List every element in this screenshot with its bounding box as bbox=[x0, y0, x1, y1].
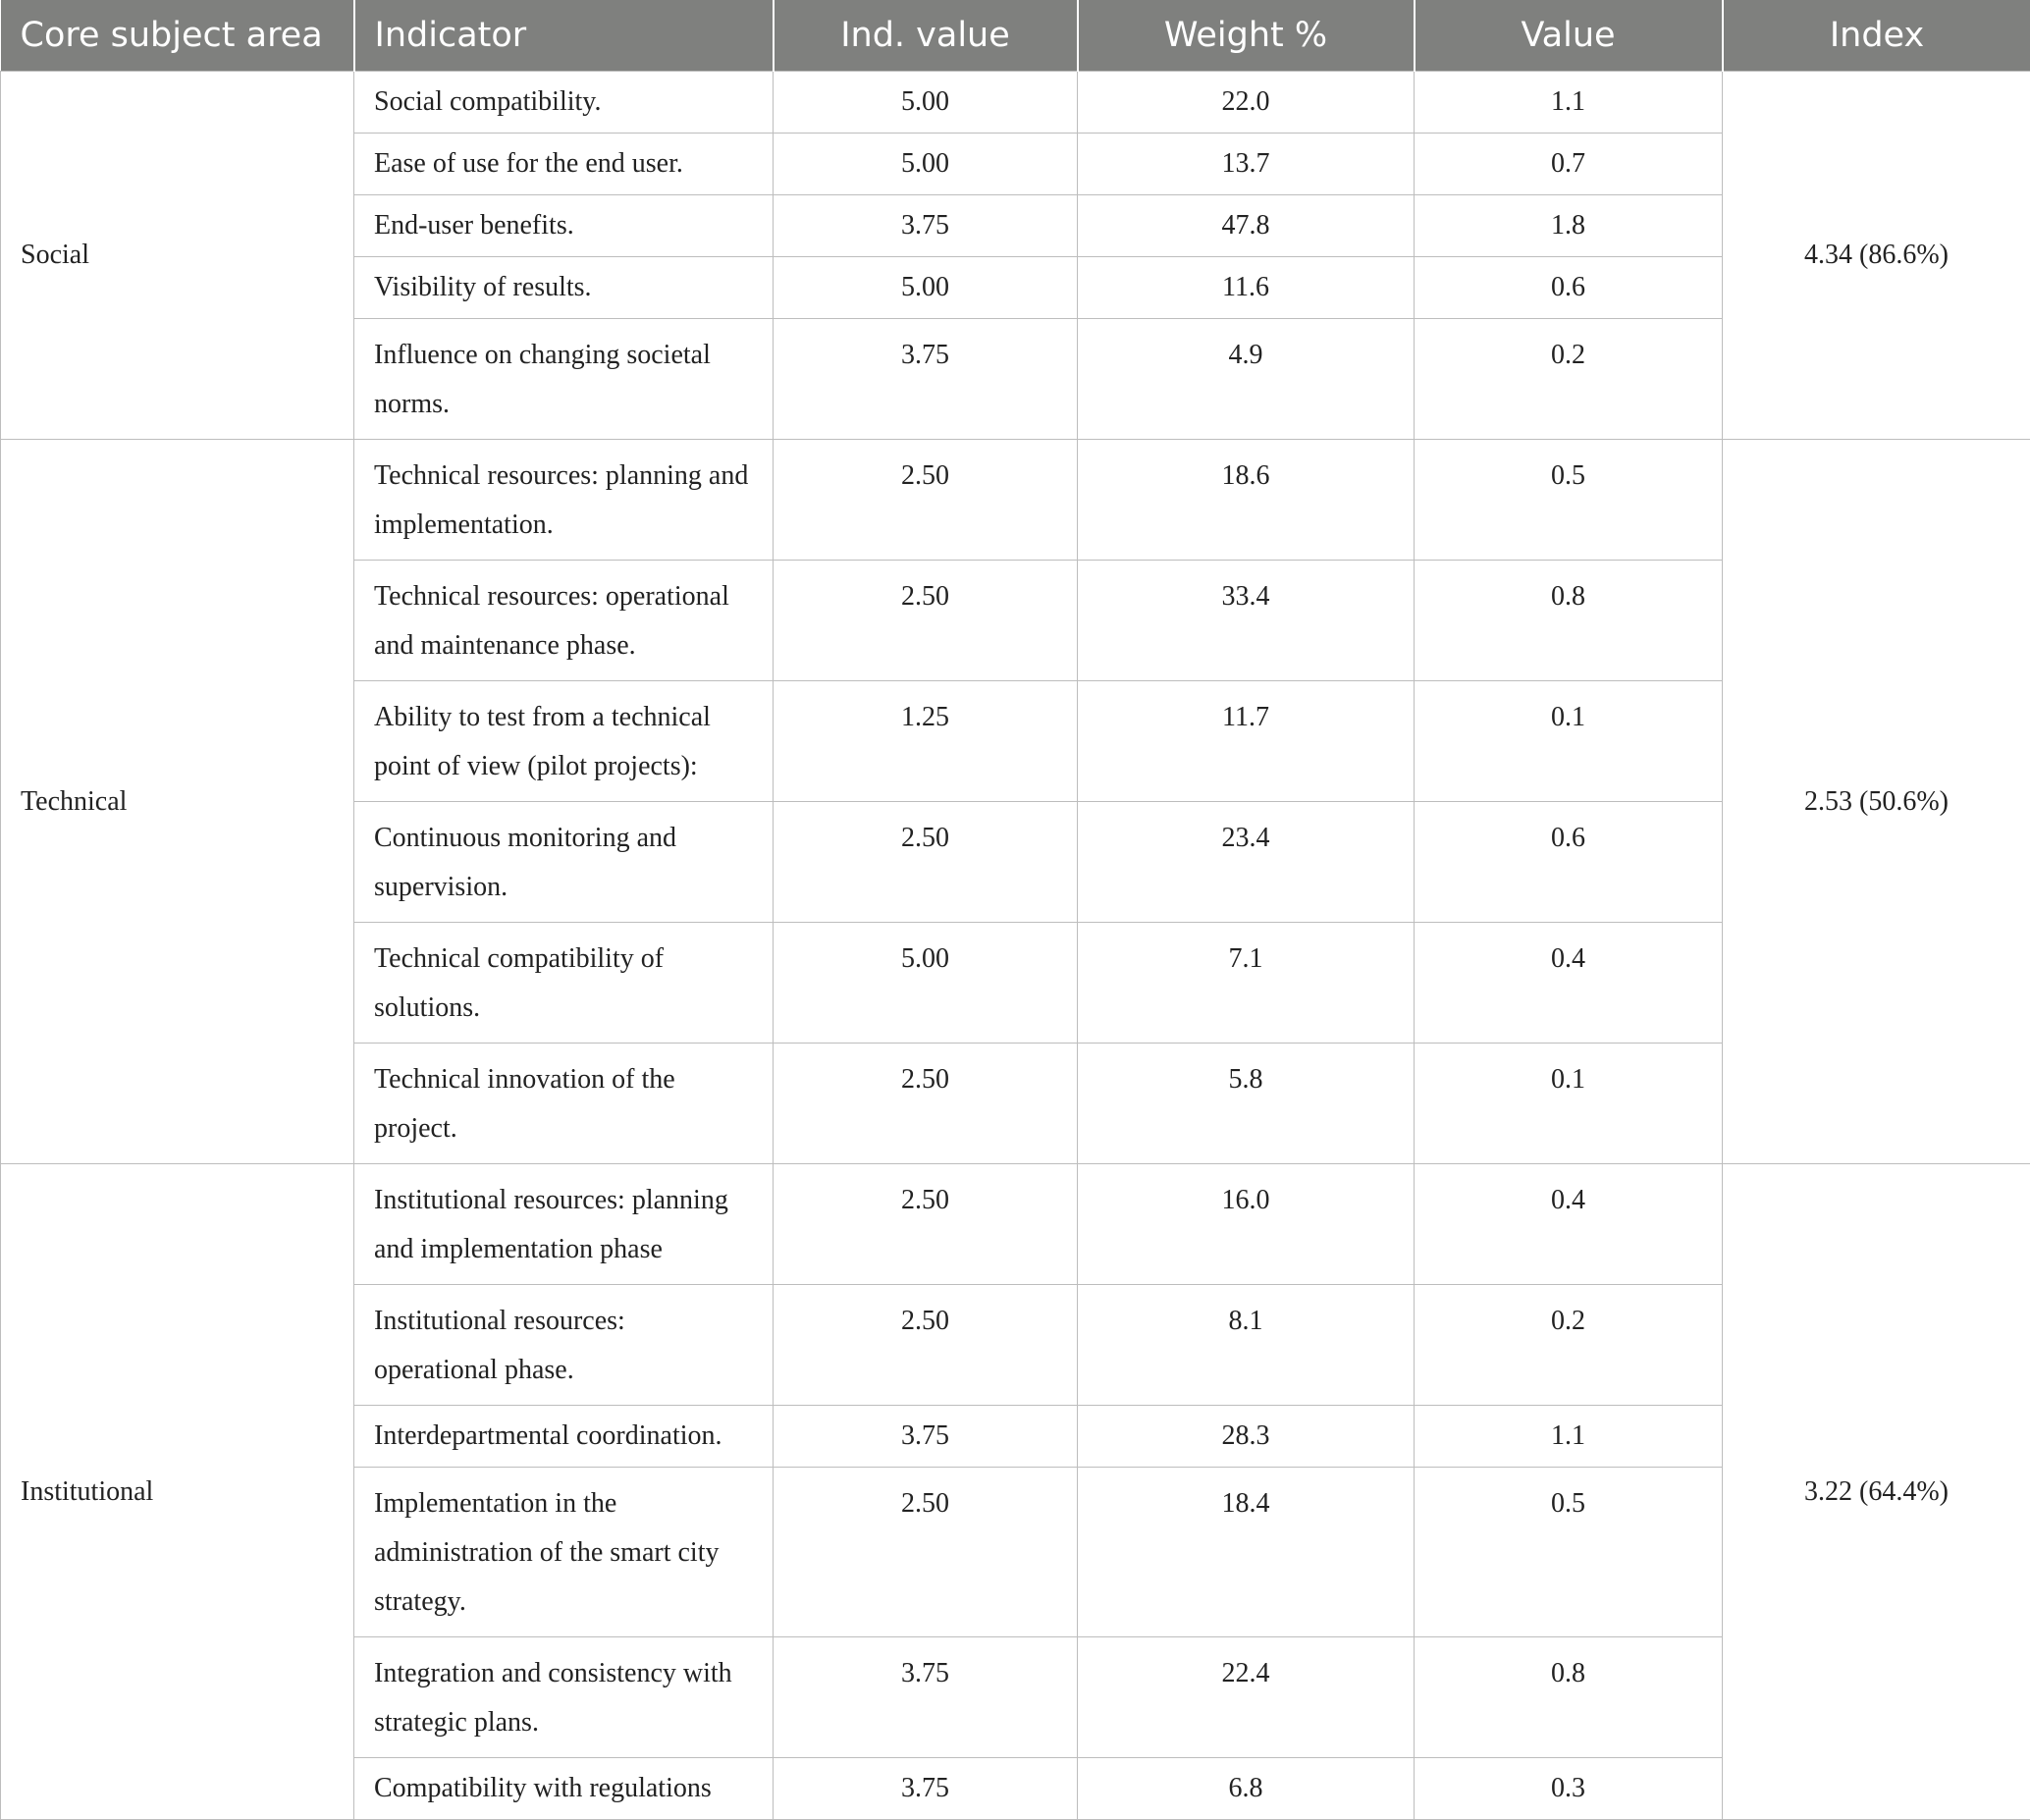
ind-value-cell: 1.25 bbox=[774, 680, 1078, 801]
value-cell: 0.8 bbox=[1415, 560, 1723, 680]
ind-value-cell: 5.00 bbox=[774, 922, 1078, 1043]
value-cell: 0.3 bbox=[1415, 1757, 1723, 1819]
weight-cell: 7.1 bbox=[1078, 922, 1415, 1043]
header-value: Value bbox=[1415, 0, 1723, 71]
value-cell: 0.5 bbox=[1415, 439, 1723, 560]
ind-value-cell: 2.50 bbox=[774, 801, 1078, 922]
ind-value-cell: 3.75 bbox=[774, 1636, 1078, 1757]
ind-value-cell: 3.75 bbox=[774, 318, 1078, 439]
weight-cell: 13.7 bbox=[1078, 133, 1415, 194]
weight-cell: 18.6 bbox=[1078, 439, 1415, 560]
weight-cell: 4.9 bbox=[1078, 318, 1415, 439]
value-cell: 0.5 bbox=[1415, 1467, 1723, 1636]
indicator-cell: Influence on changing societal norms. bbox=[354, 318, 774, 439]
value-cell: 0.2 bbox=[1415, 1284, 1723, 1405]
ind-value-cell: 3.75 bbox=[774, 1405, 1078, 1467]
value-cell: 0.2 bbox=[1415, 318, 1723, 439]
weight-cell: 23.4 bbox=[1078, 801, 1415, 922]
header-index: Index bbox=[1723, 0, 2030, 71]
value-cell: 0.4 bbox=[1415, 922, 1723, 1043]
ind-value-cell: 3.75 bbox=[774, 194, 1078, 256]
indicator-cell: Visibility of results. bbox=[354, 256, 774, 318]
indicator-cell: End-user benefits. bbox=[354, 194, 774, 256]
indicator-cell: Social compatibility. bbox=[354, 71, 774, 133]
header-core-subject-area: Core subject area bbox=[1, 0, 354, 71]
indicator-cell: Ease of use for the end user. bbox=[354, 133, 774, 194]
weight-cell: 8.1 bbox=[1078, 1284, 1415, 1405]
core-subject-area-cell: Social bbox=[1, 71, 354, 439]
header-row bbox=[1, 0, 2030, 71]
ind-value-cell: 2.50 bbox=[774, 1163, 1078, 1284]
weight-cell: 28.3 bbox=[1078, 1405, 1415, 1467]
indicator-cell: Compatibility with regulations bbox=[354, 1757, 774, 1819]
value-cell: 0.4 bbox=[1415, 1163, 1723, 1284]
ind-value-cell: 5.00 bbox=[774, 71, 1078, 133]
indicator-cell: Continuous monitoring and supervision. bbox=[354, 801, 774, 922]
value-cell: 0.1 bbox=[1415, 1043, 1723, 1163]
value-cell: 0.7 bbox=[1415, 133, 1723, 194]
weight-cell: 5.8 bbox=[1078, 1043, 1415, 1163]
weight-cell: 11.7 bbox=[1078, 680, 1415, 801]
indicator-cell: Implementation in the administration of the smart city strategy. bbox=[354, 1467, 774, 1636]
indicator-cell: Integration and consistency with strategic plans. bbox=[354, 1636, 774, 1757]
index-cell: 2.53 (50.6%) bbox=[1723, 439, 2030, 1163]
core-subject-area-cell: Technical bbox=[1, 439, 354, 1163]
header-ind-value: Ind. value bbox=[774, 0, 1078, 71]
value-cell: 1.1 bbox=[1415, 71, 1723, 133]
ind-value-cell: 2.50 bbox=[774, 560, 1078, 680]
header-indicator: Indicator bbox=[354, 0, 774, 71]
weight-cell: 47.8 bbox=[1078, 194, 1415, 256]
weight-cell: 11.6 bbox=[1078, 256, 1415, 318]
ind-value-cell: 2.50 bbox=[774, 1467, 1078, 1636]
table-body bbox=[1, 71, 2030, 1819]
value-cell: 0.6 bbox=[1415, 256, 1723, 318]
value-cell: 0.8 bbox=[1415, 1636, 1723, 1757]
indicator-cell: Technical innovation of the project. bbox=[354, 1043, 774, 1163]
ind-value-cell: 5.00 bbox=[774, 256, 1078, 318]
indicator-cell: Institutional resources: operational phase. bbox=[354, 1284, 774, 1405]
weight-cell: 6.8 bbox=[1078, 1757, 1415, 1819]
indicator-cell: Technical resources: planning and implementation. bbox=[354, 439, 774, 560]
index-cell: 4.34 (86.6%) bbox=[1723, 71, 2030, 439]
value-cell: 0.1 bbox=[1415, 680, 1723, 801]
value-cell: 1.1 bbox=[1415, 1405, 1723, 1467]
indicator-cell: Technical compatibility of solutions. bbox=[354, 922, 774, 1043]
ind-value-cell: 3.75 bbox=[774, 1757, 1078, 1819]
index-cell: 3.22 (64.4%) bbox=[1723, 1163, 2030, 1819]
weight-cell: 22.4 bbox=[1078, 1636, 1415, 1757]
value-cell: 1.8 bbox=[1415, 194, 1723, 256]
core-subject-area-cell: Institutional bbox=[1, 1163, 354, 1819]
weight-cell: 18.4 bbox=[1078, 1467, 1415, 1636]
indicator-cell: Technical resources: operational and maintenance phase. bbox=[354, 560, 774, 680]
indicator-cell: Institutional resources: planning and implementation phase bbox=[354, 1163, 774, 1284]
table-row bbox=[1, 439, 2030, 560]
ind-value-cell: 2.50 bbox=[774, 1043, 1078, 1163]
weight-cell: 22.0 bbox=[1078, 71, 1415, 133]
table-header bbox=[1, 0, 2030, 71]
indicator-cell: Ability to test from a technical point of view (pilot projects): bbox=[354, 680, 774, 801]
header-weight: Weight % bbox=[1078, 0, 1415, 71]
ind-value-cell: 2.50 bbox=[774, 439, 1078, 560]
value-cell: 0.6 bbox=[1415, 801, 1723, 922]
weight-cell: 16.0 bbox=[1078, 1163, 1415, 1284]
indicator-cell: Interdepartmental coordination. bbox=[354, 1405, 774, 1467]
weight-cell: 33.4 bbox=[1078, 560, 1415, 680]
table-row bbox=[1, 71, 2030, 133]
ind-value-cell: 5.00 bbox=[774, 133, 1078, 194]
ind-value-cell: 2.50 bbox=[774, 1284, 1078, 1405]
table-row bbox=[1, 1163, 2030, 1284]
